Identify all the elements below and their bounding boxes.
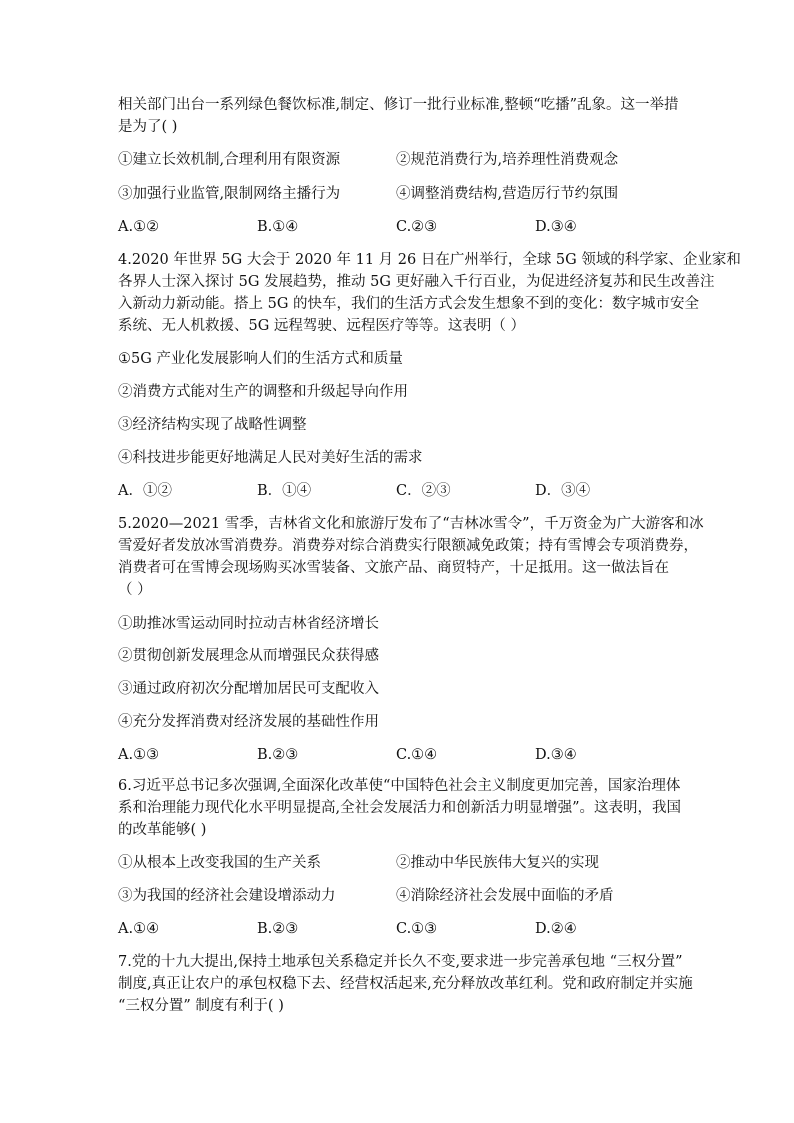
q5-stem-line-4: （ ） <box>118 582 152 598</box>
q6-stem-line-3: 的改革能够( ) <box>118 822 207 838</box>
q3-answer-d: D.③④ <box>535 219 577 235</box>
q4-answer-b: B．①④ <box>257 483 312 499</box>
q6-answer-a: A.①④ <box>118 921 160 937</box>
q6-stem-line-1: 6.习近平总书记多次强调,全面深化改革使“中国特色社会主义制度更加完善，国家治理体 <box>118 778 681 794</box>
q3-answer-b: B.①④ <box>257 219 299 235</box>
q3-stem-line-2: 是为了( ) <box>118 119 178 135</box>
q3-item-4: ④调整消费结构,营造厉行节约氛围 <box>396 186 619 202</box>
q6-item-1: ①从根本上改变我国的生产关系 <box>118 855 321 871</box>
q5-item-4: ④充分发挥消费对经济发展的基础性作用 <box>118 714 379 730</box>
q3-item-2: ②规范消费行为,培养理性消费观念 <box>396 152 619 168</box>
q5-stem-line-3: 消费者可在雪博会现场购买冰雪装备、文旅产品、商贸特产，十足抵用。这一做法旨在 <box>118 560 669 576</box>
q4-answer-c: C．②③ <box>396 483 451 499</box>
q6-answer-b: B.②③ <box>257 921 299 937</box>
q4-item-1: ①5G 产业化发展影响人们的生活方式和质量 <box>118 351 403 367</box>
q6-item-3: ③为我国的经济社会建设增添动力 <box>118 888 336 904</box>
q5-item-3: ③通过政府初次分配增加居民可支配收入 <box>118 681 379 697</box>
q3-item-3: ③加强行业监管,限制网络主播行为 <box>118 186 341 202</box>
q4-answer-a: A．①② <box>118 483 172 499</box>
q5-answer-a: A.①③ <box>118 747 160 763</box>
q3-answer-c: C.②③ <box>396 219 438 235</box>
q4-answer-d: D．③④ <box>535 483 591 499</box>
q5-item-2: ②贯彻创新发展理念从而增强民众获得感 <box>118 648 379 664</box>
q5-answer-b: B.②③ <box>257 747 299 763</box>
q3-item-1: ①建立长效机制,合理利用有限资源 <box>118 152 341 168</box>
q5-stem-line-1: 5.2020—2021 雪季，吉林省文化和旅游厅发布了“吉林冰雪令”，千万资金为广大游客和冰 <box>118 516 704 532</box>
q4-stem-line-2: 各界人士深入探讨 5G 发展趋势，推动 5G 更好融入千行百业，为促进经济复苏和民生改善注 <box>118 274 715 290</box>
q5-item-1: ①助推冰雪运动同时拉动吉林省经济增长 <box>118 616 379 632</box>
q6-item-2: ②推动中华民族伟大复兴的实现 <box>396 855 599 871</box>
q6-answer-d: D.②④ <box>535 921 577 937</box>
q5-answer-c: C.①④ <box>396 747 438 763</box>
q5-stem-line-2: 雪爱好者发放冰雪消费券。消费券对综合消费实行限额减免政策；持有雪博会专项消费券， <box>118 538 698 554</box>
q4-stem-line-4: 系统、无人机救援、5G 远程驾驶、远程医疗等等。这表明（ ） <box>118 318 526 334</box>
q6-stem-line-2: 系和治理能力现代化水平明显提高,全社会发展活力和创新活力明显增强”。这表明，我国 <box>118 800 682 816</box>
q4-item-4: ④科技进步能更好地满足人民对美好生活的需求 <box>118 450 423 466</box>
q3-answer-a: A.①② <box>118 219 160 235</box>
q7-stem-line-1: 7.党的十九大提出,保持土地承包关系稳定并长久不变,要求进一步完善承包地 “三权分置” <box>118 954 683 970</box>
q7-stem-line-2: 制度,真正让农户的承包权稳下去、经营权活起来,充分释放改革红利。党和政府制定并实施 <box>118 976 693 992</box>
q3-stem-line-1: 相关部门出台一系列绿色餐饮标准,制定、修订一批行业标准,整顿“吃播”乱象。这一举措 <box>118 97 679 113</box>
q5-answer-d: D.③④ <box>535 747 577 763</box>
q4-item-3: ③经济结构实现了战略性调整 <box>118 417 307 433</box>
q4-stem-line-3: 入新动力新动能。搭上 5G 的快车，我们的生活方式会发生想象不到的变化：数字城市安全 <box>118 296 700 312</box>
q6-item-4: ④消除经济社会发展中面临的矛盾 <box>396 888 614 904</box>
q6-answer-c: C.①③ <box>396 921 438 937</box>
q4-stem-line-1: 4.2020 年世界 5G 大会于 2020 年 11 月 26 日在广州举行，全球 5G 领域的科学家、企业家和 <box>118 252 741 268</box>
q7-stem-line-3: “三权分置” 制度有利于( ) <box>118 998 284 1014</box>
q4-item-2: ②消费方式能对生产的调整和升级起导向作用 <box>118 384 408 400</box>
